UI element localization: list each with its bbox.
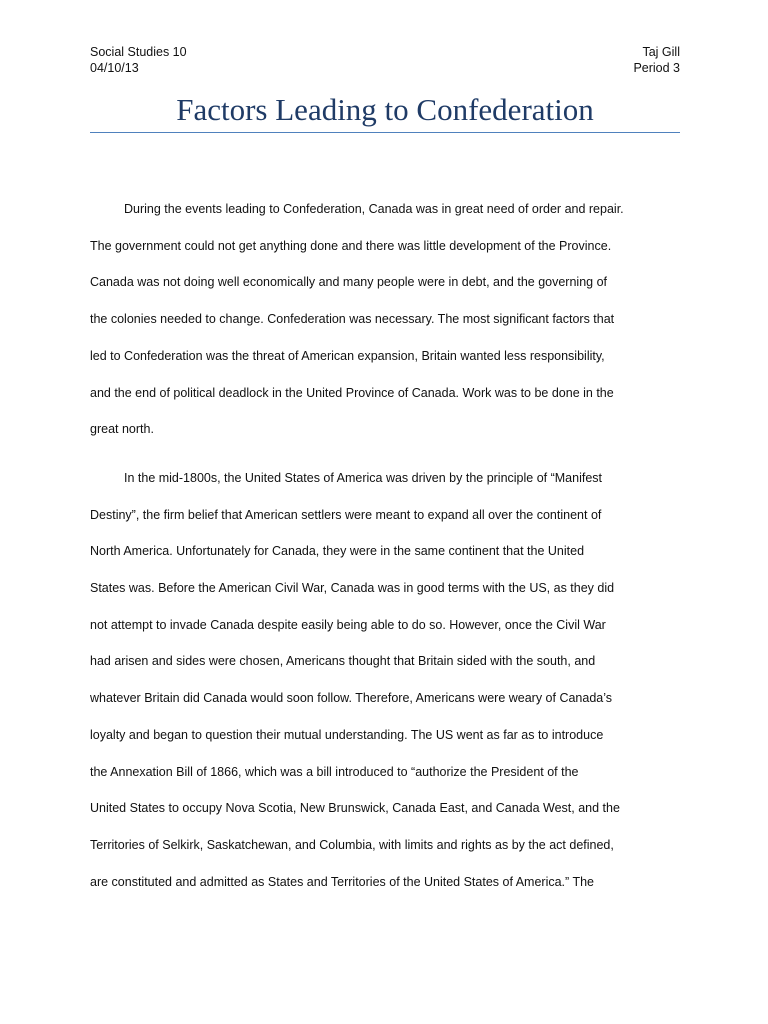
paragraph: [90, 191, 680, 448]
paragraph-line: whatever Britain did Canada would soon follow. Therefore, Americans were weary of Canada’s: [90, 691, 613, 706]
paragraph-line: United States to occupy Nova Scotia, New Brunswick, Canada East, and Canada West, and the: [90, 801, 620, 816]
paragraph-line: loyalty and began to question their mutual understanding. The US went as far as to introduce: [90, 727, 604, 742]
paragraph: [90, 460, 680, 900]
paragraph-line: had arisen and sides were chosen, Americans thought that Britain sided with the south, and: [90, 654, 596, 669]
paragraph-line: North America. Unfortunately for Canada, they were in the same continent that the United: [90, 544, 585, 559]
paragraph-line: Territories of Selkirk, Saskatchewan, and Columbia, with limits and rights as by the act defined,: [90, 837, 614, 852]
header-left-block: [90, 44, 187, 76]
paragraph-line: the Annexation Bill of 1866, which was a bill introduced to “authorize the President of the: [90, 764, 579, 779]
paragraph-line: the colonies needed to change. Confederation was necessary. The most significant factors that: [90, 312, 615, 327]
paragraph-line: The government could not get anything done and there was little development of the Province.: [90, 238, 612, 253]
paragraph-line: Canada was not doing well economically and many people were in debt, and the governing of: [90, 275, 607, 290]
paragraph-line: Destiny”, the firm belief that American settlers were meant to expand all over the continent of: [90, 507, 602, 522]
document-title: Factors Leading to Confederation: [176, 92, 594, 127]
document-date: 04/10/13: [90, 61, 139, 75]
author-name: Taj Gill: [642, 45, 680, 59]
paragraph-line: great north.: [90, 422, 154, 437]
paragraph-line: During the events leading to Confederation, Canada was in great need of order and repair.: [124, 202, 624, 216]
header-right-block: [633, 44, 680, 76]
paragraph-line: In the mid-1800s, the United States of America was driven by the principle of “Manifest: [124, 470, 603, 485]
paragraph-line: States was. Before the American Civil War, Canada was in good terms with the US, as they did: [90, 581, 615, 596]
document-body: [90, 191, 680, 912]
course-name: Social Studies 10: [90, 45, 187, 59]
class-period: Period 3: [633, 61, 680, 75]
paragraph-line: not attempt to invade Canada despite easily being able to do so. However, once the Civil War: [90, 617, 606, 632]
paragraph-line: are constituted and admitted as States and Territories of the United States of America.” The: [90, 874, 594, 889]
paragraph-line: and the end of political deadlock in the United Province of Canada. Work was to be done in the: [90, 385, 614, 400]
title-underline-rule: [90, 132, 680, 133]
paragraph-line: led to Confederation was the threat of American expansion, Britain wanted less responsibility,: [90, 348, 605, 363]
